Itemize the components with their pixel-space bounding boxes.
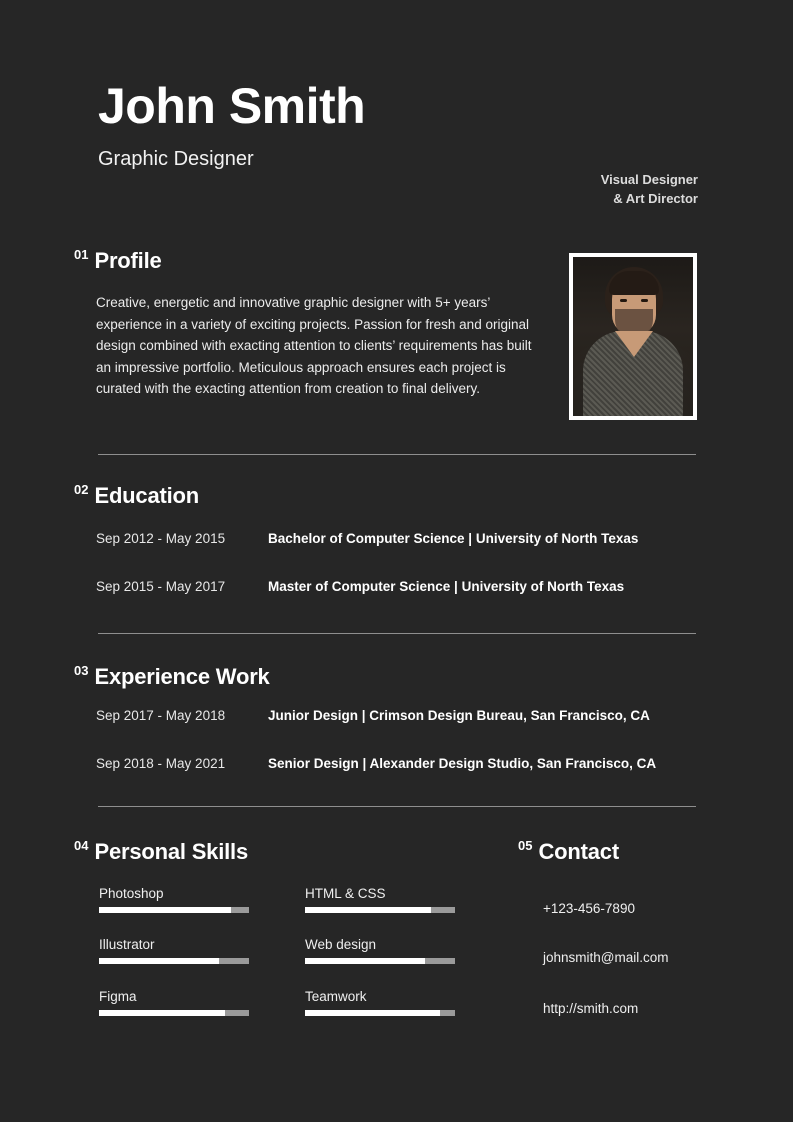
entry-description: Senior Design | Alexander Design Studio, San Francisco, CA [268,756,657,771]
section-number: 02 [74,482,89,497]
section-number: 04 [74,838,89,853]
tagline-line-1: Visual Designer [600,172,698,187]
entry-description: Bachelor of Computer Science | University of North Texas [268,531,639,546]
skill-bar-fill [99,958,219,964]
contact-email[interactable]: johnsmith@mail.com [543,950,669,965]
section-title: Profile [94,248,162,273]
section-title: Education [94,483,200,508]
skill-bar-track [99,907,249,913]
section-heading-education [74,483,199,509]
skill-label: Photoshop [99,886,164,901]
section-number: 01 [74,247,89,262]
skill-item [305,989,455,1016]
contact-website[interactable]: http://smith.com [543,1001,639,1016]
header-tagline [478,170,698,208]
skill-bar-fill [305,958,425,964]
skill-label: Teamwork [305,989,367,1004]
skill-bar-fill [305,1010,440,1016]
entry-date: Sep 2018 - May 2021 [96,756,226,771]
skill-item [99,937,249,964]
entry-date: Sep 2015 - May 2017 [96,579,226,594]
skill-item [305,937,455,964]
portrait-eye-right [641,299,648,302]
list-item [96,708,650,723]
entry-date: Sep 2017 - May 2018 [96,708,226,723]
section-title: Experience Work [94,664,270,689]
skill-label: Web design [305,937,377,952]
skill-label: HTML & CSS [305,886,386,901]
entry-description: Master of Computer Science | University of North Texas [268,579,625,594]
section-number: 05 [518,838,533,853]
list-item [96,756,656,771]
divider [98,806,696,807]
section-heading-skills [74,839,248,865]
contact-phone[interactable]: +123-456-7890 [543,901,635,916]
skill-item [99,886,249,913]
skill-bar-track [99,1010,249,1016]
section-title: Personal Skills [94,839,248,864]
page-title: John Smith [98,78,366,134]
skill-bar-track [305,907,455,913]
list-item [96,579,624,594]
skill-item [305,886,455,913]
resume-header [98,78,698,206]
job-role: Graphic Designer [98,148,254,170]
avatar [569,253,697,420]
skill-bar-fill [305,907,431,913]
skill-label: Illustrator [99,937,155,952]
portrait-photo-icon [573,257,693,416]
section-title: Contact [538,839,619,864]
skill-bar-fill [99,907,231,913]
divider [98,633,696,634]
skill-bar-fill [99,1010,225,1016]
skill-label: Figma [99,989,137,1004]
list-item [96,531,638,546]
portrait-hairline [609,271,659,295]
entry-date: Sep 2012 - May 2015 [96,531,226,546]
section-heading-profile [74,248,162,274]
section-number: 03 [74,663,89,678]
skill-bar-track [305,958,455,964]
divider [98,454,696,455]
section-heading-experience [74,664,270,690]
skill-bar-track [99,958,249,964]
portrait-eye-left [620,299,627,302]
skill-item [99,989,249,1016]
skill-bar-track [305,1010,455,1016]
profile-body-text: Creative, energetic and innovative graphic designer with 5+ years’ experience in a variety of exciting projects. Passion for fresh and original design combined with exacting attention to clients’ requirements has built an impressive portfolio. Meticulous approach ensures each project is curated with the exacting attention from creation to final delivery. [96,295,532,396]
section-heading-contact [518,839,619,865]
tagline-line-2: & Art Director [613,191,698,206]
entry-description: Junior Design | Crimson Design Bureau, San Francisco, CA [268,708,650,723]
